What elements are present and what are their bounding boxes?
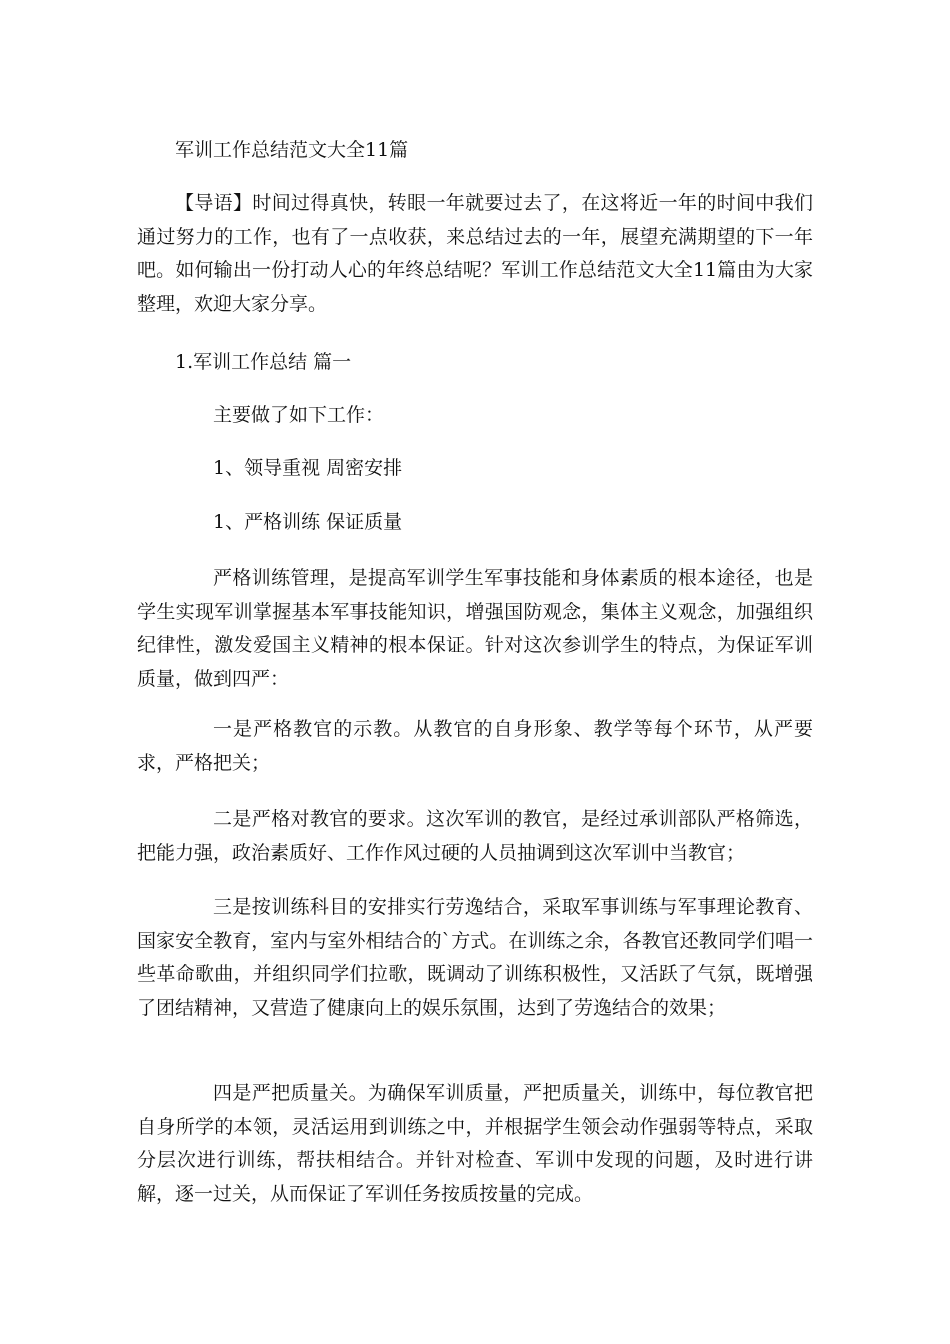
list-item-1: 1、领导重视 周密安排 (213, 457, 403, 479)
body-paragraph-2: 一是严格教官的示教。从教官的自身形象、教学等每个环节，从严要求，严格把关； (137, 718, 813, 774)
body-paragraph-3: 二是严格对教官的要求。这次军训的教官，是经过承训部队严格筛选，把能力强，政治素质好、工作作风过硬的人员抽调到这次军训中当教官； (137, 808, 813, 864)
intro-paragraph: 【导语】时间过得真快，转眼一年就要过去了，在这将近一年的时间中我们通过努力的工作，也有了一点收获，来总结过去的一年，展望充满期望的下一年吧。如何输出一份打动人心的年终总结呢？军训工作总结范文大全11篇由为大家整理，欢迎大家分享。 (137, 192, 813, 315)
body-paragraph-1: 严格训练管理，是提高军训学生军事技能和身体素质的根本途径，也是学生实现军训掌握基本军事技能知识，增强国防观念，集体主义观念，加强组织纪律性，激发爱国主义精神的根本保证。针对这次参训学生的特点，为保证军训质量，做到四严： (137, 567, 813, 690)
lead-text: 主要做了如下工作： (213, 404, 385, 426)
body-paragraph-4: 三是按训练科目的安排实行劳逸结合，采取军事训练与军事理论教育、国家安全教育，室内与室外相结合的`方式。在训练之余，各教官还教同学们唱一些革命歌曲，并组织同学们拉歌，既调动了训练积极性，又活跃了气氛，既增强了团结精神，又营造了健康向上的娱乐氛围，达到了劳逸结合的效果； (137, 896, 813, 1019)
list-item-2: 1、严格训练 保证质量 (213, 511, 403, 533)
section-heading: 1.军训工作总结 篇一 (175, 351, 352, 373)
document-title: 军训工作总结范文大全11篇 (175, 139, 409, 161)
body-paragraph-5: 四是严把质量关。为确保军训质量，严把质量关，训练中，每位教官把自身所学的本领，灵活运用到训练之中，并根据学生领会动作强弱等特点，采取分层次进行训练，帮扶相结合。并针对检查、军训中发现的问题，及时进行讲解，逐一过关，从而保证了军训任务按质按量的完成。 (137, 1082, 813, 1205)
